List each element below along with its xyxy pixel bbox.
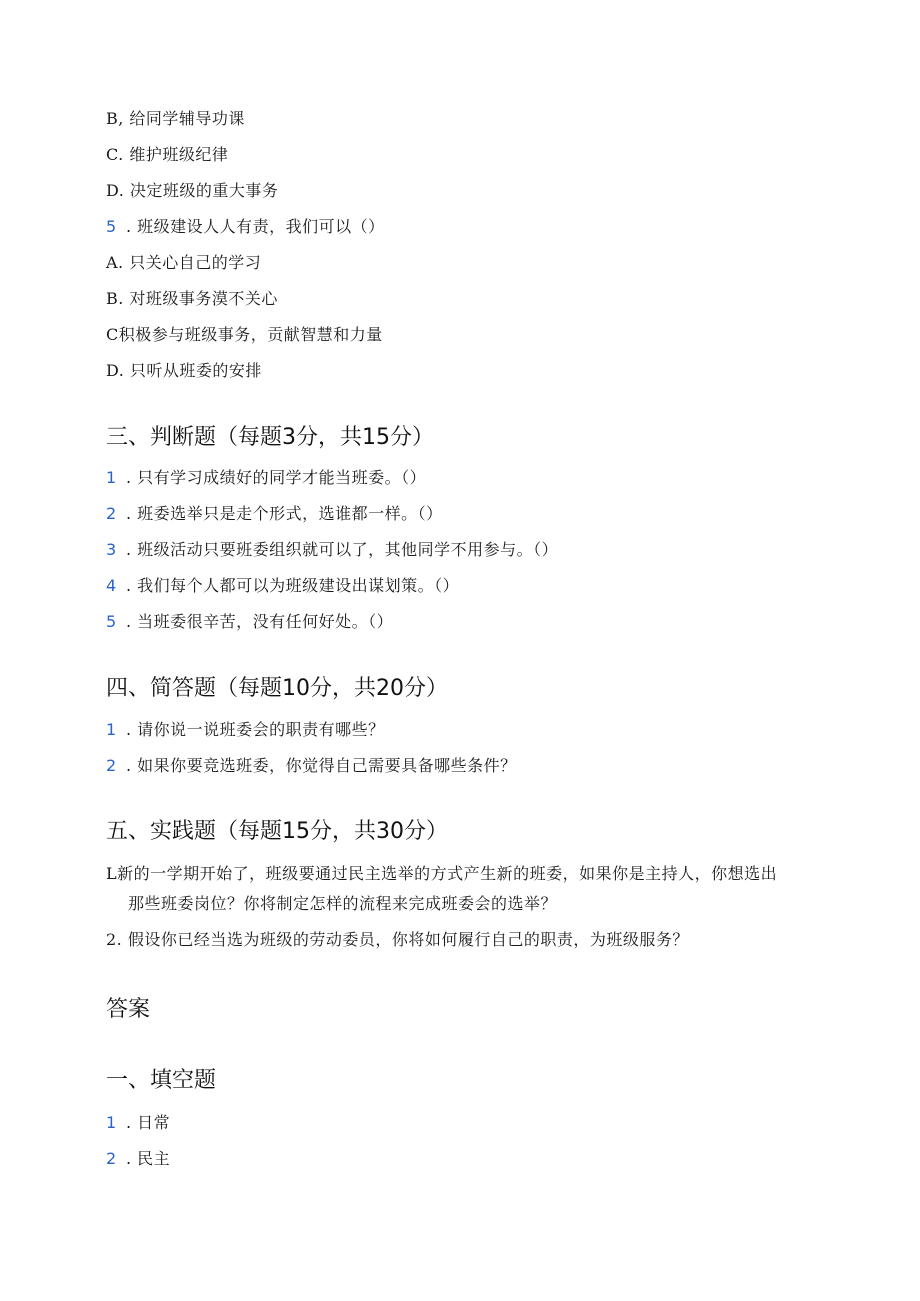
short-answer-item-2 [106, 755, 517, 777]
short-answer-text: . 请你说一说班委会的职责有哪些？ [126, 720, 385, 739]
judge-number: 4 [106, 576, 117, 595]
q5-text: . 班级建设人人有责，我们可以（） [126, 217, 385, 236]
q5-number: 5 [106, 217, 117, 236]
q5-option-b: B. 对班级事务漠不关心 [106, 289, 278, 308]
q5-option-d: D. 只听从班委的安排 [106, 361, 262, 380]
q4-option-b: B, 给同学辅导功课 [106, 109, 245, 128]
judge-text: . 当班委很辛苦，没有任何好处。（） [126, 612, 394, 631]
section3-heading: 三、判断题（每题3分，共15分） [106, 425, 434, 450]
answer-number: 1 [106, 1113, 117, 1132]
judge-item-1 [106, 467, 426, 489]
answers-heading: 答案 [106, 997, 151, 1022]
judge-text: . 只有学习成绩好的同学才能当班委。（） [126, 468, 427, 487]
practice-item-1-line2: 那些班委岗位？你将制定怎样的流程来完成班委会的选举？ [128, 894, 558, 913]
judge-number: 3 [106, 540, 117, 559]
short-answer-item-1 [106, 719, 385, 741]
section5-heading: 五、实践题（每题15分，共30分） [106, 819, 448, 844]
answer-text: . 民主 [126, 1149, 171, 1168]
judge-item-4 [106, 575, 459, 597]
answer-number: 2 [106, 1149, 117, 1168]
practice-item-1-line1: L新的一学期开始了，班级要通过民主选举的方式产生新的班委，如果你是主持人，你想选出 [106, 864, 778, 883]
judge-item-5 [106, 611, 393, 633]
judge-text: . 班级活动只要班委组织就可以了，其他同学不用参与。（） [126, 540, 559, 559]
short-answer-text: . 如果你要竞选班委，你觉得自己需要具备哪些条件？ [126, 756, 517, 775]
judge-item-2 [106, 503, 443, 525]
q4-option-c: C. 维护班级纪律 [106, 145, 229, 164]
answer-item-1 [106, 1112, 170, 1134]
q5-option-a: A. 只关心自己的学习 [106, 253, 262, 272]
judge-number: 1 [106, 468, 117, 487]
q4-option-d: D. 决定班级的重大事务 [106, 181, 279, 200]
practice-item-2: 2. 假设你已经当选为班级的劳动委员，你将如何履行自己的职责，为班级服务？ [106, 930, 689, 949]
q5-stem [106, 216, 385, 238]
short-answer-number: 2 [106, 756, 117, 775]
answers-section1-heading: 一、填空题 [106, 1068, 217, 1093]
judge-text: . 我们每个人都可以为班级建设出谋划策。（） [126, 576, 460, 595]
judge-text: . 班委选举只是走个形式，选谁都一样。（） [126, 504, 443, 523]
q5-option-c: C积极参与班级事务，贡献智慧和力量 [106, 325, 383, 344]
section4-heading: 四、简答题（每题10分，共20分） [106, 676, 448, 701]
answer-text: . 日常 [126, 1113, 171, 1132]
judge-number: 2 [106, 504, 117, 523]
judge-item-3 [106, 539, 558, 561]
judge-number: 5 [106, 612, 117, 631]
short-answer-number: 1 [106, 720, 117, 739]
answer-item-2 [106, 1148, 170, 1170]
